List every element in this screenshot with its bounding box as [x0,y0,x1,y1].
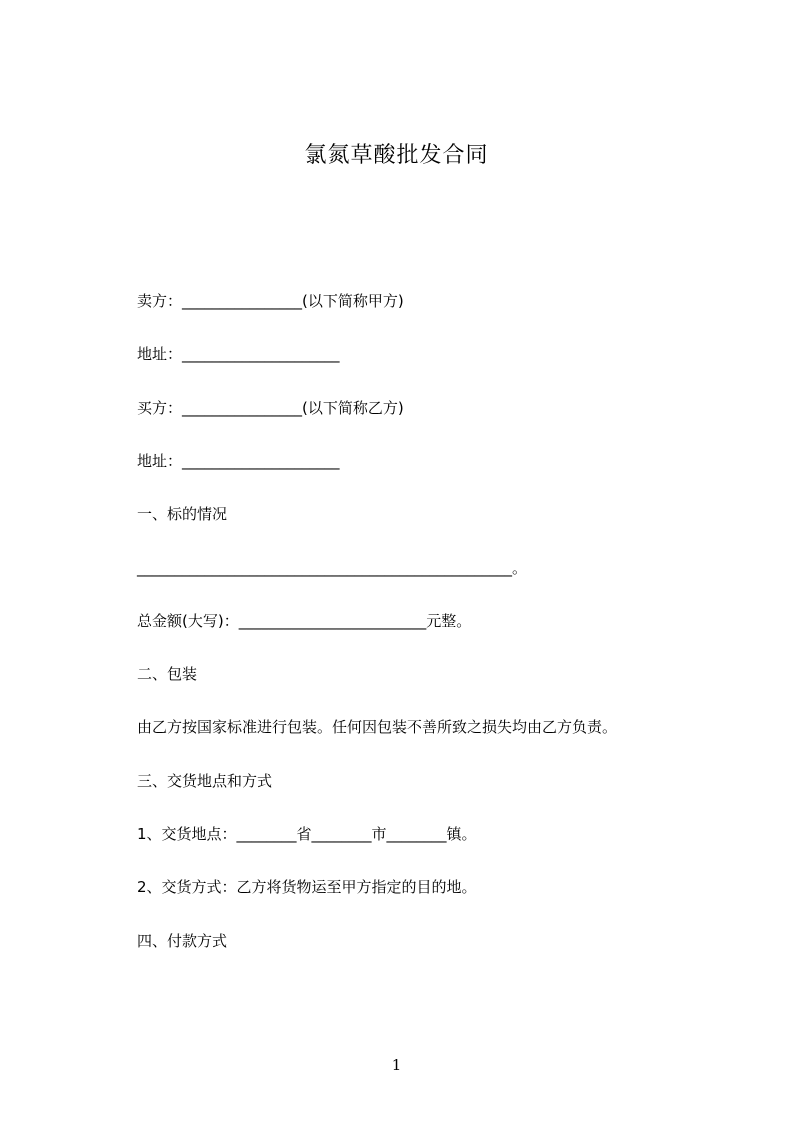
buyer-line: 买方：________________(以下简称乙方) [137,399,404,417]
total-amount-line: 总金额(大写)：_________________________元整。 [137,612,472,630]
buyer-address-line: 地址：_____________________ [137,452,340,470]
section3-item1: 1、交货地点：________省________市________镇。 [137,825,477,843]
section3-heading: 三、交货地点和方式 [137,772,273,790]
document-title: 氯氮草酸批发合同 [304,143,489,168]
page-number: 1 [391,1056,402,1074]
seller-address-line: 地址：_____________________ [137,345,340,363]
section3-item2: 2、交货方式：乙方将货物运至甲方指定的目的地。 [137,878,477,896]
section2-text: 由乙方按国家标准进行包装。任何因包装不善所致之损失均由乙方负责。 [137,718,618,736]
section4-heading: 四、付款方式 [137,932,228,950]
section1-heading: 一、标的情况 [137,505,228,523]
section2-heading: 二、包装 [137,665,198,683]
seller-line: 卖方：________________(以下简称甲方) [137,292,404,310]
section1-blank-line: __________________________________________________。 [137,559,528,577]
